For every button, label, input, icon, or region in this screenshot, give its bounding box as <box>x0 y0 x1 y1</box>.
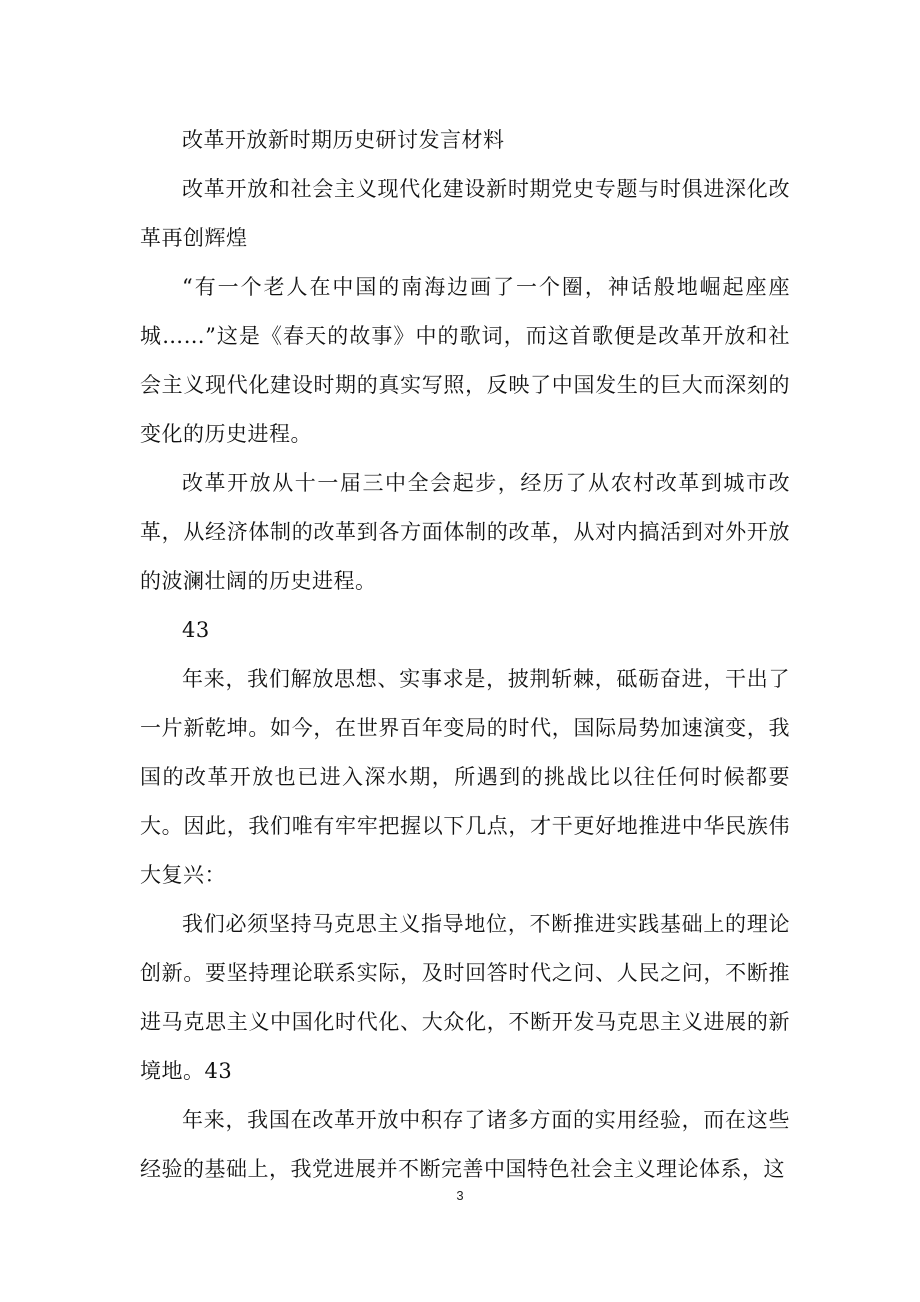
paragraph-years-number: 43 <box>182 618 210 642</box>
paragraph-song-lyrics: “有一个老人在中国的南海边画了一个圈，神话般地崛起座座城……”这是《春天的故事》中的歌词，而这首歌便是改革开放和社会主义现代化建设时期的真实写照，反映了中国发生的巨大而深刻的变化的历史进程。 <box>140 275 790 446</box>
page-number: 3 <box>456 1188 464 1203</box>
paragraph-marxism: 我们必须坚持马克思主义指导地位，不断推进实践基础上的理论创新。要坚持理论联系实际，及时回答时代之问、人民之问，不断推进马克思主义中国化时代化、大众化，不断开发马克思主义进展的新境地。43 <box>140 912 790 1083</box>
document-title: 改革开放新时期历史研讨发言材料 <box>182 128 505 152</box>
paragraph-experience: 年来，我国在改革开放中积存了诸多方面的实用经验，而在这些经验的基础上，我党进展并不断完善中国特色社会主义理论体系，这 <box>140 1108 790 1181</box>
paragraph-achievements: 年来，我们解放思想、实事求是，披荆斩棘，砥砺奋进，干出了一片新乾坤。如今，在世界百年变局的时代，国际局势加速演变，我国的改革开放也已进入深水期，所遇到的挑战比以往任何时候都要大。因此，我们唯有牢牢把握以下几点，才干更好地推进中华民族伟大复兴： <box>140 667 790 887</box>
paragraph-reform-process: 改革开放从十一届三中全会起步，经历了从农村改革到城市改革，从经济体制的改革到各方面体制的改革，从对内搞活到对外开放的波澜壮阔的历史进程。 <box>140 471 790 593</box>
document-subtitle: 改革开放和社会主义现代化建设新时期党史专题与时俱进深化改革再创辉煌 <box>140 177 790 250</box>
document-body <box>140 116 790 1194</box>
